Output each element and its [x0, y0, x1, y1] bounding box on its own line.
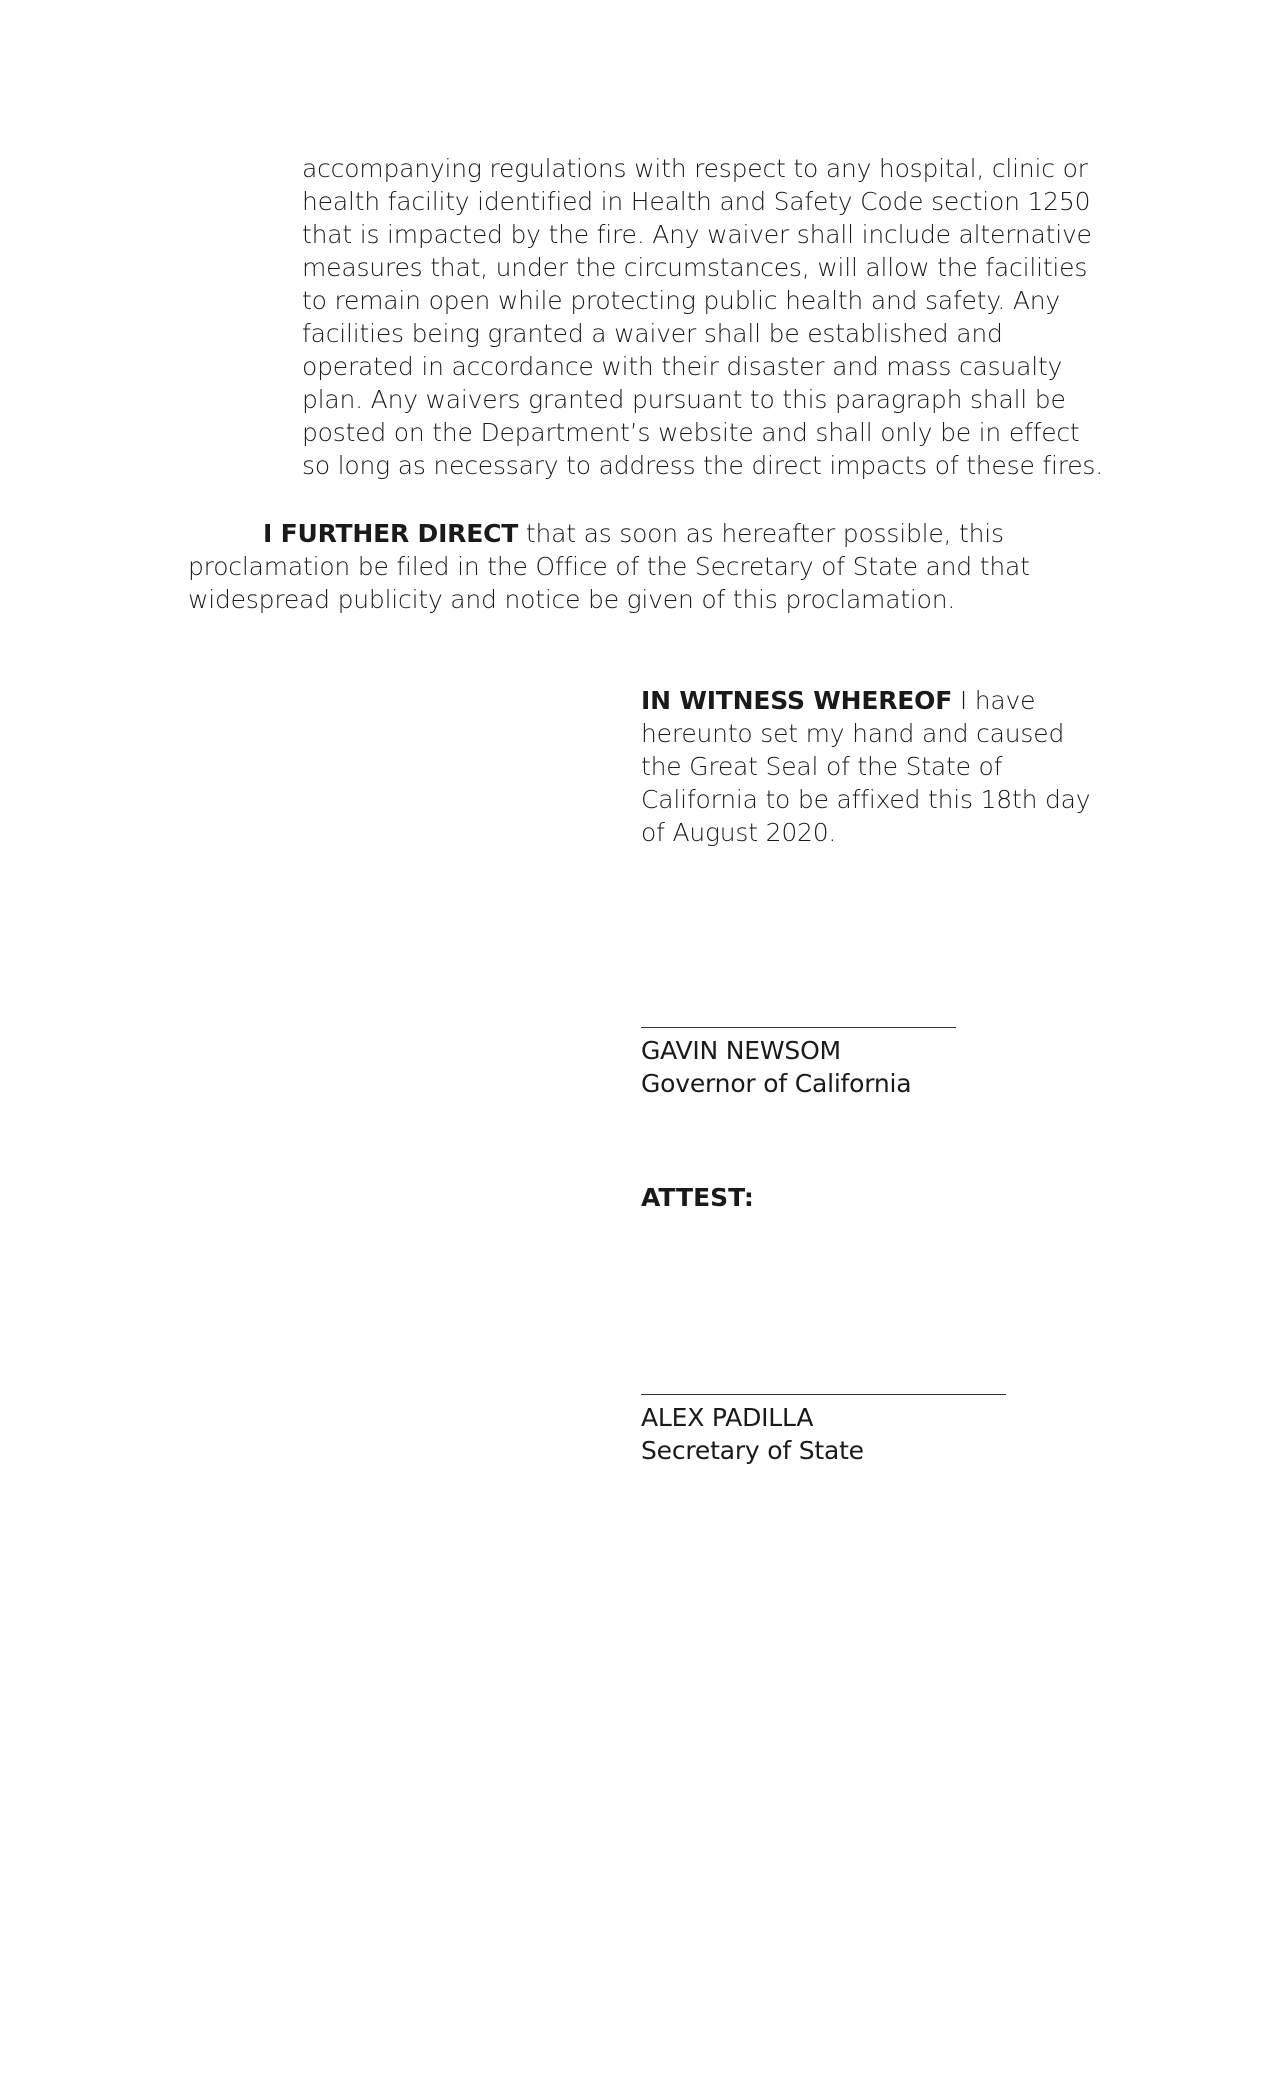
further-direct-text: that as soon as hereafter possible, this: [518, 519, 1004, 548]
paragraph-line: health facility identified in Health and Safety Code section 1250: [302, 187, 1091, 216]
witness-paragraph: [641, 684, 1090, 849]
paragraph-line: to remain open while protecting public health and safety. Any: [302, 286, 1061, 315]
paragraph-line: [641, 684, 1090, 717]
paragraph-line: widespread publicity and notice be given of this proclamation.: [188, 585, 956, 614]
witness-text: I have: [952, 686, 1036, 715]
attest-label: ATTEST:: [641, 1183, 754, 1212]
paragraph-line: measures that, under the circumstances, will allow the facilities: [302, 253, 1088, 282]
secretary-signature-block: [641, 1394, 1006, 1467]
further-direct-lead: I FURTHER DIRECT: [263, 519, 519, 548]
witness-lead: IN WITNESS WHEREOF: [641, 686, 953, 715]
paragraph-line: so long as necessary to address the direct impacts of these fires.: [302, 451, 1103, 480]
paragraph-line: the Great Seal of the State of: [641, 752, 1003, 781]
governor-title: Governor of California: [641, 1069, 912, 1098]
paragraph-line: posted on the Department’s website and shall only be in effect: [302, 418, 1080, 447]
paragraph-line: facilities being granted a waiver shall be established and: [302, 319, 1003, 348]
paragraph-line: plan. Any waivers granted pursuant to this paragraph shall be: [302, 385, 1066, 414]
signature-line: [641, 1027, 956, 1028]
paragraph-line: that is impacted by the fire. Any waiver shall include alternative: [302, 220, 1092, 249]
further-direct-paragraph: [188, 517, 1030, 616]
paragraph-line: hereunto set my hand and caused: [641, 719, 1065, 748]
governor-signature-block: [641, 1027, 956, 1100]
paragraph-line: [188, 517, 1030, 550]
governor-name: GAVIN NEWSOM: [641, 1036, 841, 1065]
secretary-name: ALEX PADILLA: [641, 1403, 814, 1432]
paragraph-line: proclamation be filed in the Office of the Secretary of State and that: [188, 552, 1030, 581]
paragraph-line: California to be affixed this 18th day: [641, 785, 1091, 814]
paragraph-line: of August 2020.: [641, 818, 837, 847]
paragraph-line: accompanying regulations with respect to any hospital, clinic or: [302, 154, 1088, 183]
secretary-title: Secretary of State: [641, 1436, 864, 1465]
waiver-paragraph: [302, 152, 1103, 482]
signature-line: [641, 1394, 1006, 1395]
paragraph-line: operated in accordance with their disaster and mass casualty: [302, 352, 1063, 381]
